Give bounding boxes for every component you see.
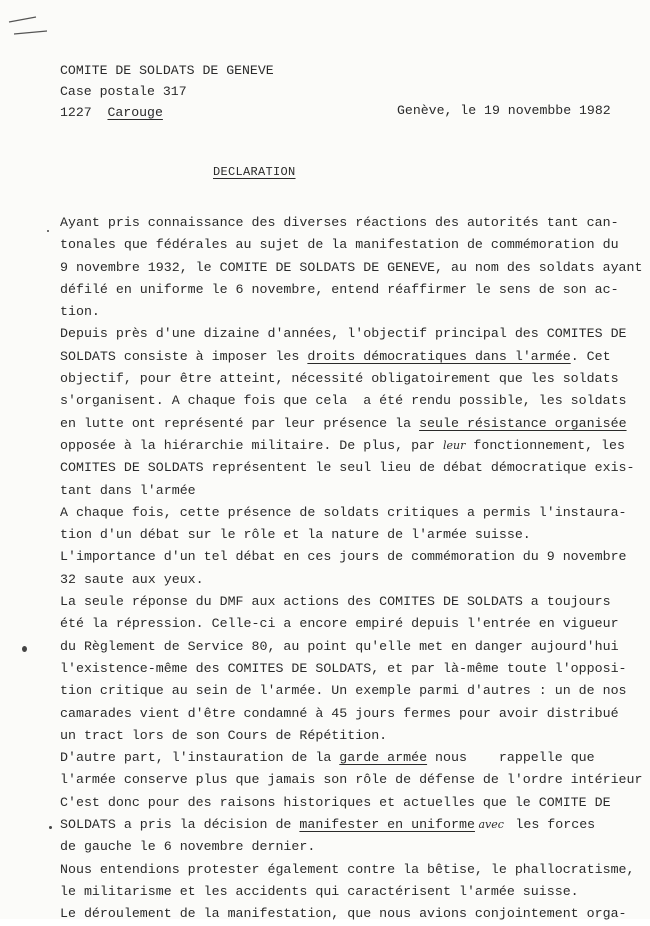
body-line: été la répression. Celle-ci a encore empiré depuis l'entrée en vigueur [60, 616, 619, 632]
body-line: s'organisent. A chaque fois que cela a été rendu possible, les soldats [60, 393, 627, 409]
body-line: objectif, pour être atteint, nécessité obligatoirement que les soldats [60, 371, 619, 387]
underlined-phrase: garde armée [339, 750, 428, 766]
body-line [60, 346, 635, 368]
paper-speck [49, 826, 52, 829]
body-text-segment: . Cet [570, 348, 611, 364]
body-line: 32 saute aux yeux. [60, 571, 204, 587]
body-line: du Règlement de Service 80, au point qu'elle met en danger aujourd'hui [60, 638, 619, 654]
underlined-phrase: manifester en uniforme [299, 817, 475, 833]
body-line: l'armée conserve plus que jamais son rôle de défense de l'ordre intérieur [60, 772, 643, 788]
sender-city: Carouge [107, 105, 163, 120]
body-line: tant dans l'armée [60, 482, 196, 498]
body-line: 9 novembre 1932, le COMITE DE SOLDATS DE GENEVE, au nom des soldats ayant [60, 259, 643, 275]
body-text-segment: SOLDATS a pris la décision de [60, 817, 300, 833]
body-line [60, 413, 635, 435]
letter-date: Genève, le 19 novembbe 1982 [397, 103, 611, 118]
body-line: C'est donc pour des raisons historiques et actuelles que le COMITE DE [60, 794, 611, 810]
body-line: Depuis près d'une dizaine d'années, l'objectif principal des COMITES DE [60, 326, 627, 342]
body-line: l'existence-même des COMITES DE SOLDATS, et par là-même toute l'opposi- [60, 660, 627, 676]
paper-speck [47, 230, 49, 232]
body-line: La seule réponse du DMF aux actions des COMITES DE SOLDATS a toujours [60, 594, 611, 610]
body-text-segment: opposée à la hiérarchie militaire. De plus, par [60, 437, 444, 453]
body-line: de gauche le 6 novembre dernier. [60, 839, 316, 855]
body-text-segment: les forces [507, 817, 596, 833]
body-text-segment: SOLDATS consiste à imposer les [60, 348, 308, 364]
body-line: défilé en uniforme le 6 novembre, entend réaffirmer le sens de son ac- [60, 281, 619, 297]
underlined-phrase: seule résistance organisée [419, 415, 627, 431]
body-text-segment: fonctionnement, les [465, 437, 625, 453]
body-line: tion d'un débat sur le rôle et la nature de l'armée suisse. [60, 527, 531, 543]
underlined-phrase: droits démocratiques dans l'armée [307, 348, 571, 364]
declaration-body [60, 212, 643, 926]
body-line: un tract lors de son Cours de Répétition. [60, 727, 388, 743]
sender-locality [60, 104, 163, 122]
body-line: COMITES DE SOLDATS représentent le seul lieu de débat démocratique exis- [60, 460, 635, 476]
handwritten-correction: leur [443, 438, 466, 452]
sender-org-name: COMITE DE SOLDATS DE GENEVE [60, 63, 274, 78]
body-line: camarades vient d'être condamné à 45 jours fermes pour avoir distribué [60, 705, 619, 721]
body-line: tonales que fédérales au sujet de la manifestation de commémoration du [60, 237, 619, 253]
paper-speck [22, 646, 27, 652]
body-line [60, 435, 635, 457]
body-text-segment: en lutte ont représenté par leur présence la [60, 415, 420, 431]
pen-mark [6, 14, 50, 40]
body-text-segment: nous rappelle que [427, 750, 595, 766]
body-line: Ayant pris connaissance des diverses réactions des autorités tant can- [60, 215, 619, 230]
sender-po-box: Case postale 317 [60, 84, 187, 99]
body-line: Le déroulement de la manifestation, que nous avions conjointement orga- [60, 906, 627, 922]
body-line: Nous entendions protester également contre la bêtise, le phallocratisme, [60, 861, 635, 877]
document-title: DECLARATION [213, 165, 296, 179]
body-line: L'importance d'un tel débat en ces jours de commémoration du 9 novembre [60, 549, 627, 565]
sender-postcode: 1227 [60, 105, 92, 120]
body-line: tion. [60, 304, 100, 320]
body-line [60, 814, 635, 836]
body-line: A chaque fois, cette présence de soldats critiques a permis l'instaura- [60, 504, 627, 520]
body-line [60, 747, 635, 769]
body-line: tion critique au sein de l'armée. Un exemple parmi d'autres : un de nos [60, 683, 627, 699]
body-line: le militarisme et les accidents qui caractérisent l'armée suisse. [60, 883, 579, 899]
body-text-segment: D'autre part, l'instauration de la [60, 750, 340, 766]
handwritten-correction: avec [474, 818, 508, 832]
